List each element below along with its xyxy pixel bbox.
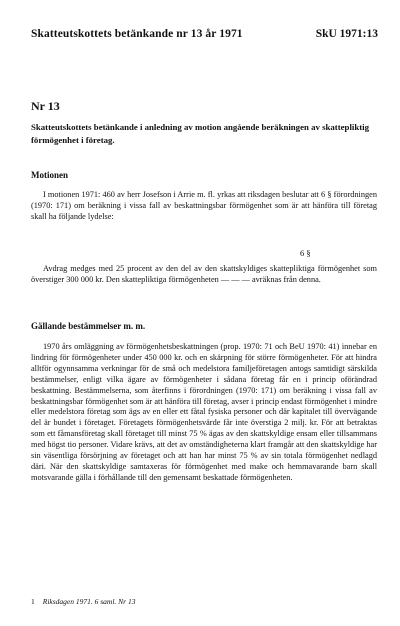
report-title: Skatteutskottets betänkande i anledning av motion angående beräkningen av skattepliktig förmögenhet i företag.: [31, 122, 369, 145]
running-header-title: Skatteutskottets betänkande nr 13 år 1971: [31, 28, 243, 40]
paragraph-sign: 6 §: [300, 248, 311, 258]
footnote-text: Riksdagen 1971. 6 saml. Nr 13: [42, 597, 136, 606]
proposed-wording-paragraph: Avdrag medges med 25 procent av den del av den skattskyldiges skattepliktiga förmögenhet som överstiger 300 000 kr. Den skattepliktiga förmögenheten — — — avräknas från denna.: [31, 264, 377, 284]
gallande-paragraph: 1970 års omläggning av förmögenhetsbeskattningen (prop. 1970: 71 och BeU 1970: 41) innebar en lindring för förmögenheter under 450 000 kr. och en skärpning för större förmögenheter. För att hindra alltför ogynnsamma verkningar för de små och medelstora familjeföretagen antogs samtidigt särskilda bestämmelser, enligt vilka ägare av förmögenheter i sådana företag får en i princip oförändrad beskattning. Bestämmelserna, som återfinns i förordningen (1970: 171) om beräkning i vissa fall av beskattningsbar förmögenhet som är att hänföra till företag, avser i princip endast förmögenhet i mindre eller medelstora företag som ägs av en eller ett fåtal fysiska personer och där kapitalet till övervägande del är bundet i företaget. Företagets förmögenhetsvärde får inte överstiga 2 milj. kr. För att betraktas som ett fåmansföretag skall företaget till minst 75 % ägas av den skattskyldige ensam eller tillsammans med högst tio personer. Vidare krävs, att det av omständigheterna klart framgår att den skattskyldige har sin väsentliga försörjning av företaget och att han har minst 75 % av sin totala förmögenhet nedlagd däri. När den skattskyldige samtaxeras för förmögenhet med make och hemmavarande barn skall motsvarande gälla i förhållande till den gemensamt beskattade förmögenheten.: [31, 342, 377, 482]
section-heading-motionen: Motionen: [31, 170, 68, 180]
section-heading-gallande: Gällande bestämmelser m. m.: [31, 321, 146, 331]
running-header-reference: SkU 1971:13: [315, 28, 378, 40]
report-number: Nr 13: [31, 99, 60, 113]
motion-paragraph: I motionen 1971: 460 av herr Josefson i Arrie m. fl. yrkas att riksdagen beslutar att 6 § förordningen (1970: 171) om beräkning i vissa fall av beskattningsbar förmögenhet som är att hänföra till företag skall ha följande lydelse:: [31, 190, 377, 221]
footnote: [31, 597, 135, 606]
footnote-number: 1: [31, 597, 35, 606]
